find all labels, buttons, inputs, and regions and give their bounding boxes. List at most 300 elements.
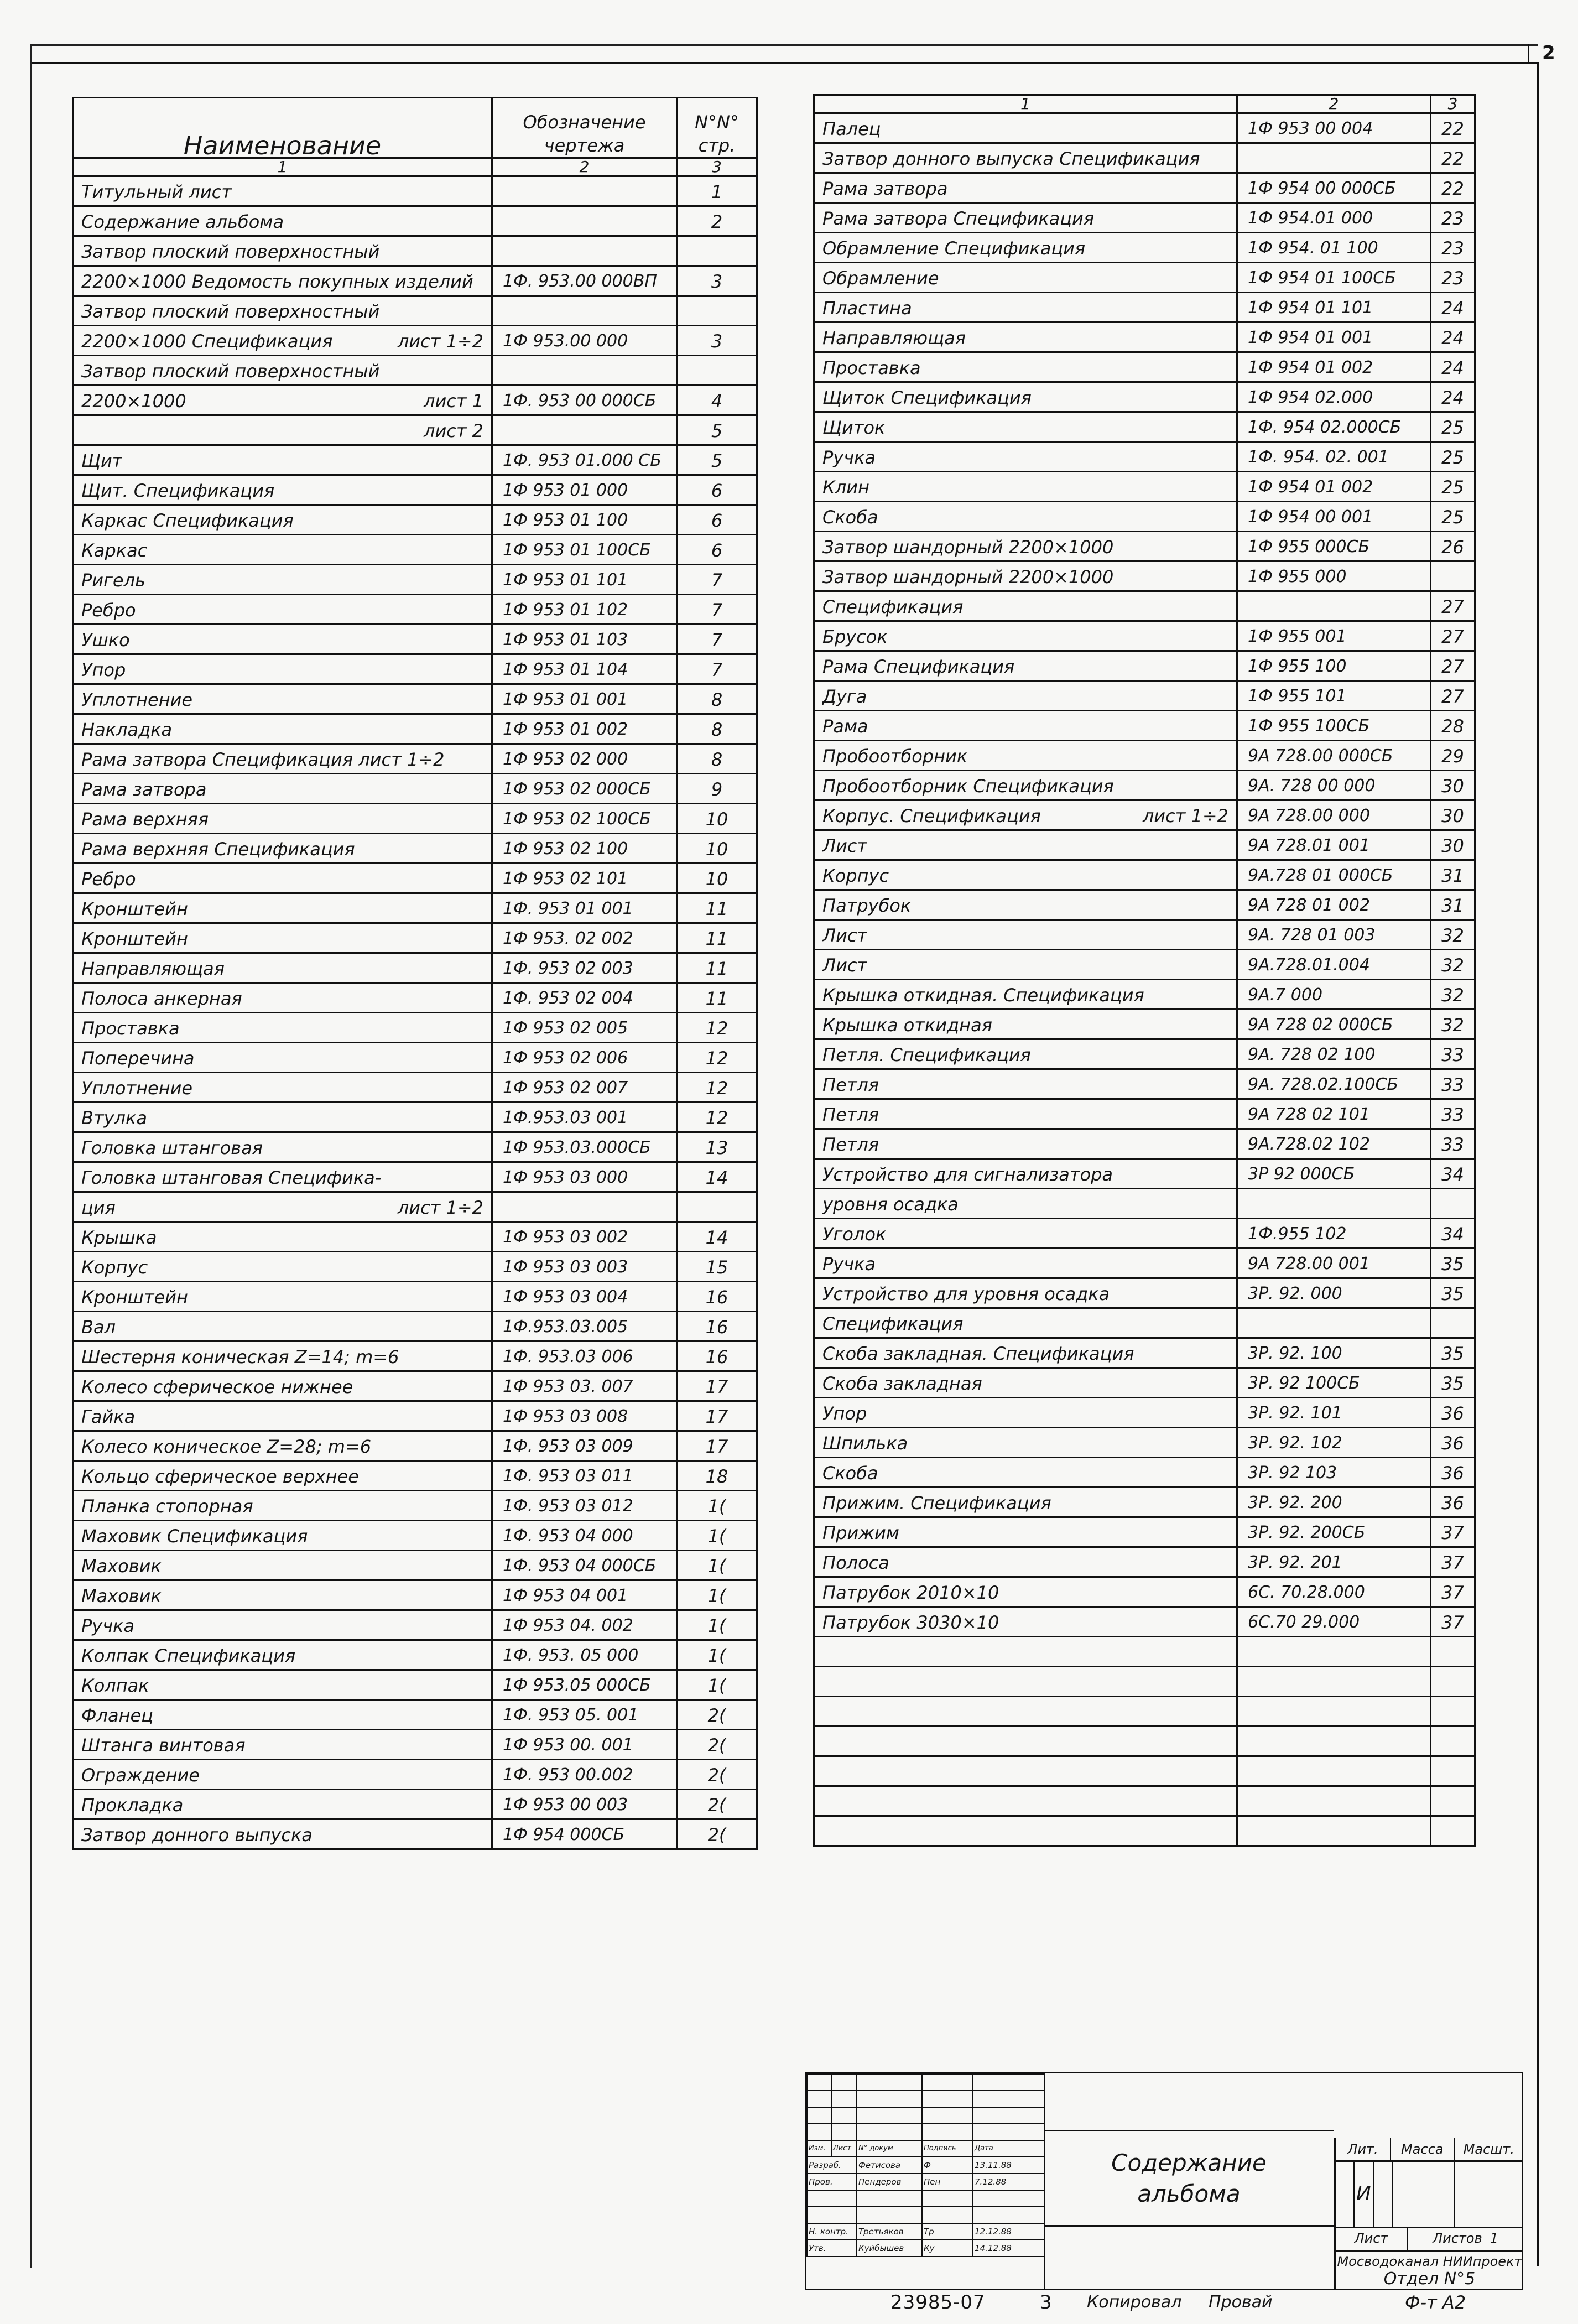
item-drawing-code: 9А 728.00 000СБ: [1237, 741, 1431, 771]
item-name: Планка стопорная: [81, 1496, 253, 1517]
item-drawing-code: 1Ф 953 01 002: [492, 714, 677, 744]
item-name-wrapper: [81, 1045, 483, 1072]
item-name-wrapper: [81, 716, 483, 743]
item-name-cell: [73, 1819, 492, 1849]
item-name-wrapper: [81, 1015, 483, 1042]
item-name-cell: [814, 1727, 1237, 1756]
table-row: [814, 1786, 1475, 1816]
item-name-cell: [814, 920, 1237, 950]
item-name-cell: [814, 1159, 1237, 1189]
item-page-number: 16: [677, 1282, 757, 1312]
signer-signature: Пен: [922, 2174, 973, 2190]
header-change: Изм.: [807, 2140, 831, 2157]
item-drawing-code: 1Ф 954 00 001: [1237, 502, 1431, 532]
revision-grid: [805, 2072, 1045, 2290]
item-drawing-code: 1Ф 954 02.000: [1237, 382, 1431, 412]
table-row: [814, 352, 1475, 382]
item-name-wrapper: [822, 653, 1228, 680]
item-page-number: 22: [1431, 143, 1475, 173]
table-row: [814, 1697, 1475, 1727]
table-row: [73, 654, 757, 684]
item-page-number: 24: [1431, 293, 1475, 323]
signature-row: [807, 2207, 1045, 2223]
item-drawing-code: 1Ф 953 03 008: [492, 1401, 677, 1431]
item-page-number: 17: [677, 1401, 757, 1431]
table-row: [73, 1073, 757, 1103]
item-name: Поперечина: [81, 1048, 195, 1069]
table-row: [814, 651, 1475, 681]
item-name-cell: [814, 1577, 1237, 1607]
item-name-wrapper: [81, 1642, 483, 1669]
item-name-cell: [814, 203, 1237, 233]
sheet-number: 2: [1542, 42, 1555, 64]
item-page-number: 7: [677, 595, 757, 625]
item-page-number: 35: [1431, 1368, 1475, 1398]
item-name-wrapper: [81, 1403, 483, 1430]
footer-page-number: 3: [1040, 2291, 1052, 2313]
item-name-cell: [73, 1580, 492, 1610]
table-row: [73, 326, 757, 356]
table-row: [73, 1222, 757, 1252]
item-name: Рама затвора Спецификация лист 1÷2: [81, 749, 445, 770]
item-name-wrapper: [81, 328, 483, 355]
lit-mass-scale-header: [1336, 2138, 1523, 2162]
table-row: [814, 741, 1475, 771]
table-row: [73, 1282, 757, 1312]
table-row: [814, 173, 1475, 203]
item-drawing-code: 1Ф 953 02 100: [492, 834, 677, 864]
table-row: [73, 1670, 757, 1700]
item-name-cell: [814, 472, 1237, 502]
item-name: Патрубок 3030×10: [822, 1612, 999, 1633]
revision-header-row: [807, 2140, 1045, 2157]
item-name: Вал: [81, 1317, 116, 1338]
item-page-number: 1: [677, 176, 757, 206]
item-drawing-code: 1Ф. 953 03 011: [492, 1461, 677, 1491]
item-page-number: 2(: [677, 1790, 757, 1819]
item-name: Накладка: [81, 719, 173, 740]
table-row: [814, 1637, 1475, 1667]
item-page-number: [1431, 1756, 1475, 1786]
table-row: [73, 953, 757, 983]
table-row: [814, 591, 1475, 621]
item-name-cell: [73, 1162, 492, 1192]
lit-mass-scale-values: [1336, 2160, 1523, 2228]
item-name-wrapper: [822, 1550, 1228, 1576]
item-sheet-note: лист 2: [423, 420, 483, 441]
item-name-wrapper: [822, 1251, 1228, 1277]
table-row: [73, 1790, 757, 1819]
item-name-wrapper: [81, 418, 483, 444]
item-drawing-code: 3Р. 92. 101: [1237, 1398, 1431, 1428]
item-name: Ограждение: [81, 1765, 200, 1786]
sheets-total: [1408, 2227, 1523, 2250]
sheet-count-row: [1336, 2227, 1523, 2252]
lit-cell-3: [1374, 2160, 1393, 2227]
header-signature: Подпись: [922, 2140, 973, 2157]
column-header-name: Наименование: [73, 98, 492, 158]
lit-label: Лит.: [1336, 2138, 1391, 2160]
item-drawing-code: 1Ф. 953. 05 000: [492, 1640, 677, 1670]
sheets-label: Листов: [1433, 2231, 1482, 2246]
item-name: Ручка: [81, 1615, 135, 1636]
item-name-cell: [814, 1278, 1237, 1308]
contents-table-right: [813, 94, 1476, 1847]
page-header-line1: N°N°: [695, 112, 739, 133]
signature-row: [807, 2174, 1045, 2190]
item-name-cell: [73, 176, 492, 206]
item-name-cell: [73, 953, 492, 983]
item-name-wrapper: [81, 179, 483, 205]
item-name-wrapper: [81, 776, 483, 803]
item-name-cell: [73, 1431, 492, 1461]
item-drawing-code: [1237, 1189, 1431, 1219]
item-drawing-code: 1Ф 953 03. 007: [492, 1371, 677, 1401]
item-name-cell: [73, 296, 492, 326]
item-name-wrapper: [822, 922, 1228, 949]
table-row: [73, 923, 757, 953]
item-drawing-code: 1Ф. 953 04 000: [492, 1521, 677, 1551]
table-row: [73, 565, 757, 595]
table-row: [814, 1488, 1475, 1517]
item-name-cell: [814, 950, 1237, 980]
item-name-wrapper: [822, 205, 1228, 232]
item-drawing-code: 1Ф. 953 00 000СБ: [492, 386, 677, 415]
item-page-number: 1(: [677, 1580, 757, 1610]
table-row: [73, 1521, 757, 1551]
table-row: [814, 980, 1475, 1010]
item-drawing-code: [1237, 591, 1431, 621]
item-name-cell: [814, 1368, 1237, 1398]
item-page-number: 25: [1431, 502, 1475, 532]
table-row: [814, 1458, 1475, 1488]
item-drawing-code: 1Ф. 954. 02. 001: [1237, 442, 1431, 472]
item-page-number: 6: [677, 535, 757, 565]
item-drawing-code: 3Р. 92. 200СБ: [1237, 1517, 1431, 1547]
signer-name: Куйбышев: [857, 2240, 922, 2257]
item-name-cell: [814, 412, 1237, 442]
table-row: [73, 1491, 757, 1521]
frame-top-line: [30, 62, 1538, 64]
column-number-3: 3: [677, 158, 757, 176]
item-page-number: 27: [1431, 681, 1475, 711]
item-name-cell: [73, 1670, 492, 1700]
item-name: Рама затвора: [822, 178, 948, 199]
item-page-number: [677, 356, 757, 386]
item-page-number: 16: [677, 1312, 757, 1342]
item-drawing-code: 1Ф 953 01 100: [492, 505, 677, 535]
table-row: [73, 1342, 757, 1371]
item-drawing-code: 1Ф. 953 03 009: [492, 1431, 677, 1461]
table-row: [73, 1610, 757, 1640]
item-name: Щиток: [822, 417, 886, 438]
item-name-cell: [814, 1039, 1237, 1069]
item-drawing-code: 1Ф 953 02 000: [492, 744, 677, 774]
item-name-cell: [814, 1547, 1237, 1577]
table-row: [73, 1312, 757, 1342]
item-drawing-code: 1Ф. 954 02.000СБ: [1237, 412, 1431, 442]
table-row: [814, 890, 1475, 920]
item-name: Колпак Спецификация: [81, 1645, 296, 1666]
item-name-wrapper: [81, 1433, 483, 1460]
item-page-number: 3: [677, 326, 757, 356]
item-name-wrapper: [81, 746, 483, 773]
item-name-cell: [814, 1398, 1237, 1428]
revision-empty-row: [807, 2107, 1045, 2124]
item-drawing-code: 1Ф 955 001: [1237, 621, 1431, 651]
item-name-wrapper: [81, 627, 483, 653]
table-row: [814, 1607, 1475, 1637]
scale-value: [1455, 2160, 1523, 2227]
signer-role: Утв.: [807, 2240, 857, 2257]
item-name: Колесо коническое Z=28; m=6: [81, 1436, 372, 1457]
item-drawing-code: 1Ф. 953 03 012: [492, 1491, 677, 1521]
item-name-cell: [814, 1219, 1237, 1249]
table-row: [73, 1819, 757, 1849]
item-name-cell: [814, 741, 1237, 771]
table-row: [814, 1069, 1475, 1099]
item-name-wrapper: [822, 504, 1228, 531]
item-name-cell: [73, 804, 492, 834]
item-name-cell: [73, 684, 492, 714]
item-page-number: 35: [1431, 1278, 1475, 1308]
item-name-cell: [73, 1013, 492, 1043]
item-drawing-code: 1Ф 954 01 002: [1237, 472, 1431, 502]
item-name-cell: [73, 864, 492, 893]
item-page-number: 30: [1431, 771, 1475, 800]
table-row: [73, 266, 757, 296]
item-page-number: 23: [1431, 233, 1475, 263]
item-name-wrapper: [81, 1732, 483, 1759]
item-name-cell: [814, 681, 1237, 711]
item-drawing-code: 1Ф. 953 01 001: [492, 893, 677, 923]
table-row: [73, 1640, 757, 1670]
table-row: [814, 263, 1475, 293]
table-row: [814, 1039, 1475, 1069]
item-name-cell: [73, 1790, 492, 1819]
item-page-number: 35: [1431, 1249, 1475, 1278]
item-name: Затвор донного выпуска Спецификация: [822, 148, 1200, 169]
table-row: [73, 1730, 757, 1760]
table-row: [814, 1727, 1475, 1756]
item-name-cell: [814, 561, 1237, 591]
item-name-wrapper: [822, 594, 1228, 620]
item-name-wrapper: [81, 1194, 483, 1221]
item-name-cell: [814, 323, 1237, 352]
signer-name: Пендеров: [857, 2174, 922, 2190]
table-row: [73, 744, 757, 774]
item-drawing-code: 1Ф 955 000СБ: [1237, 532, 1431, 561]
table-row: [814, 860, 1475, 890]
item-name: Корпус: [81, 1257, 148, 1278]
item-drawing-code: 1Ф 954 000СБ: [492, 1819, 677, 1849]
item-name-wrapper: [81, 1224, 483, 1251]
item-name-wrapper: [81, 1075, 483, 1101]
item-page-number: 25: [1431, 442, 1475, 472]
item-name-wrapper: [81, 1583, 483, 1609]
item-name: Рама Спецификация: [822, 656, 1015, 677]
item-page-number: 36: [1431, 1488, 1475, 1517]
item-drawing-code: 1Ф 955 100: [1237, 651, 1431, 681]
item-name: Щит: [81, 450, 123, 471]
signer-role: Пров.: [807, 2174, 857, 2190]
item-name-cell: [814, 1338, 1237, 1368]
revision-empty-row: [807, 2124, 1045, 2140]
item-drawing-code: 9А 728 02 101: [1237, 1099, 1431, 1129]
signer-date: [973, 2190, 1045, 2207]
mass-label: Масса: [1391, 2138, 1455, 2160]
item-name: Спецификация: [822, 596, 964, 617]
item-name-cell: [814, 1458, 1237, 1488]
item-name-cell: [73, 1700, 492, 1730]
table-row: [814, 1278, 1475, 1308]
contents-table-left: [72, 97, 758, 1850]
signer-signature: Ку: [922, 2240, 973, 2257]
table-row: [814, 1219, 1475, 1249]
item-page-number: 5: [677, 415, 757, 445]
signer-name: [857, 2190, 922, 2207]
item-name-cell: [814, 1428, 1237, 1458]
item-page-number: 31: [1431, 890, 1475, 920]
header-date: Дата: [973, 2140, 1045, 2157]
item-sheet-note: лист 1÷2: [397, 331, 483, 352]
table-row: [814, 1577, 1475, 1607]
item-page-number: 24: [1431, 352, 1475, 382]
item-page-number: 28: [1431, 711, 1475, 741]
item-name: Гайка: [81, 1406, 136, 1427]
item-name-cell: [814, 293, 1237, 323]
item-name-wrapper: [822, 1520, 1228, 1546]
item-name-wrapper: [81, 1254, 483, 1281]
item-name: Полоса: [822, 1552, 889, 1573]
item-name-wrapper: [822, 1131, 1228, 1158]
item-page-number: 1(: [677, 1491, 757, 1521]
item-name-wrapper: [81, 268, 483, 295]
item-drawing-code: 1Ф 953 01 104: [492, 654, 677, 684]
item-drawing-code: 3Р. 92. 201: [1237, 1547, 1431, 1577]
item-name: Упор: [81, 659, 126, 680]
item-page-number: 7: [677, 565, 757, 595]
item-name-wrapper: [81, 866, 483, 892]
item-name-cell: [73, 1730, 492, 1760]
item-name-cell: [73, 505, 492, 535]
item-page-number: 37: [1431, 1607, 1475, 1637]
table-row: [73, 386, 757, 415]
item-drawing-code: 1Ф 953 00 003: [492, 1790, 677, 1819]
item-drawing-code: 3Р. 92. 102: [1237, 1428, 1431, 1458]
item-page-number: 11: [677, 923, 757, 953]
table-row: [73, 983, 757, 1013]
table-row: [814, 771, 1475, 800]
organization-cell: [1336, 2250, 1523, 2290]
item-name: Ручка: [822, 1254, 876, 1275]
item-page-number: 32: [1431, 1010, 1475, 1039]
item-page-number: 22: [1431, 113, 1475, 143]
item-name-cell: [73, 415, 492, 445]
table-row: [73, 1700, 757, 1730]
item-name-cell: [814, 143, 1237, 173]
item-name: Пробоотборник: [822, 746, 968, 767]
item-name-cell: [73, 1760, 492, 1790]
document-title: [1044, 2130, 1334, 2227]
item-drawing-code: 6С. 70.28.000: [1237, 1577, 1431, 1607]
item-name-wrapper: [822, 1340, 1228, 1367]
item-name: Брусок: [822, 626, 888, 647]
table-row: [814, 621, 1475, 651]
item-page-number: 7: [677, 654, 757, 684]
item-name-cell: [814, 1129, 1237, 1159]
item-name-cell: [73, 1073, 492, 1103]
item-name-wrapper: [822, 355, 1228, 381]
item-page-number: 8: [677, 744, 757, 774]
item-name: Патрубок: [822, 895, 912, 916]
item-page-number: 1(: [677, 1551, 757, 1580]
title-block: [805, 2072, 1524, 2290]
item-name-cell: [814, 800, 1237, 830]
item-name: Колесо сферическое нижнее: [81, 1376, 353, 1397]
item-page-number: 10: [677, 804, 757, 834]
copied-by-label: Копировал: [1087, 2292, 1182, 2312]
item-page-number: 15: [677, 1252, 757, 1282]
item-name-cell: [73, 266, 492, 296]
table-row: [814, 1099, 1475, 1129]
item-name-wrapper: [822, 623, 1228, 650]
item-name: Рама затвора Спецификация: [822, 208, 1095, 229]
item-name: Титульный лист: [81, 181, 232, 202]
item-name-wrapper: [822, 982, 1228, 1008]
table-row: [73, 774, 757, 804]
item-page-number: 12: [677, 1043, 757, 1073]
sheet-number-separator: [1528, 44, 1529, 63]
item-name-wrapper: [822, 833, 1228, 859]
column-header-designation: [492, 98, 677, 158]
item-name-cell: [73, 386, 492, 415]
item-page-number: 10: [677, 834, 757, 864]
table-row: [73, 1371, 757, 1401]
item-name-cell: [73, 236, 492, 266]
item-name-cell: [814, 1488, 1237, 1517]
table-row: [73, 296, 757, 326]
item-name: Шестерня коническая Z=14; m=6: [81, 1346, 399, 1368]
item-name: Кронштейн: [81, 928, 188, 949]
item-name: Содержание альбома: [81, 211, 284, 232]
item-drawing-code: 1Ф. 953 04 000СБ: [492, 1551, 677, 1580]
item-drawing-code: [1237, 1756, 1431, 1786]
table-row: [814, 203, 1475, 233]
item-drawing-code: 1Ф 954 01 100СБ: [1237, 263, 1431, 293]
item-name-wrapper: [81, 1344, 483, 1370]
item-page-number: 23: [1431, 203, 1475, 233]
item-name-wrapper: [822, 1072, 1228, 1098]
table-row: [814, 561, 1475, 591]
signer-date: 14.12.88: [973, 2240, 1045, 2257]
item-page-number: 3: [677, 266, 757, 296]
signer-signature: [922, 2207, 973, 2223]
table-row: [814, 143, 1475, 173]
item-drawing-code: 1Ф. 953 02 003: [492, 953, 677, 983]
item-name: Штанга винтовая: [81, 1735, 246, 1756]
item-drawing-code: 1Ф 953 02 100СБ: [492, 804, 677, 834]
item-name-cell: [814, 621, 1237, 651]
item-drawing-code: 1Ф 953 02 006: [492, 1043, 677, 1073]
item-page-number: 2: [677, 206, 757, 236]
item-name: Затвор плоский поверхностный: [81, 301, 380, 322]
item-page-number: [1431, 1697, 1475, 1727]
table-row: [814, 1368, 1475, 1398]
item-name-wrapper: [822, 145, 1228, 172]
item-name: Кронштейн: [81, 1287, 188, 1308]
table-row: [73, 1103, 757, 1132]
